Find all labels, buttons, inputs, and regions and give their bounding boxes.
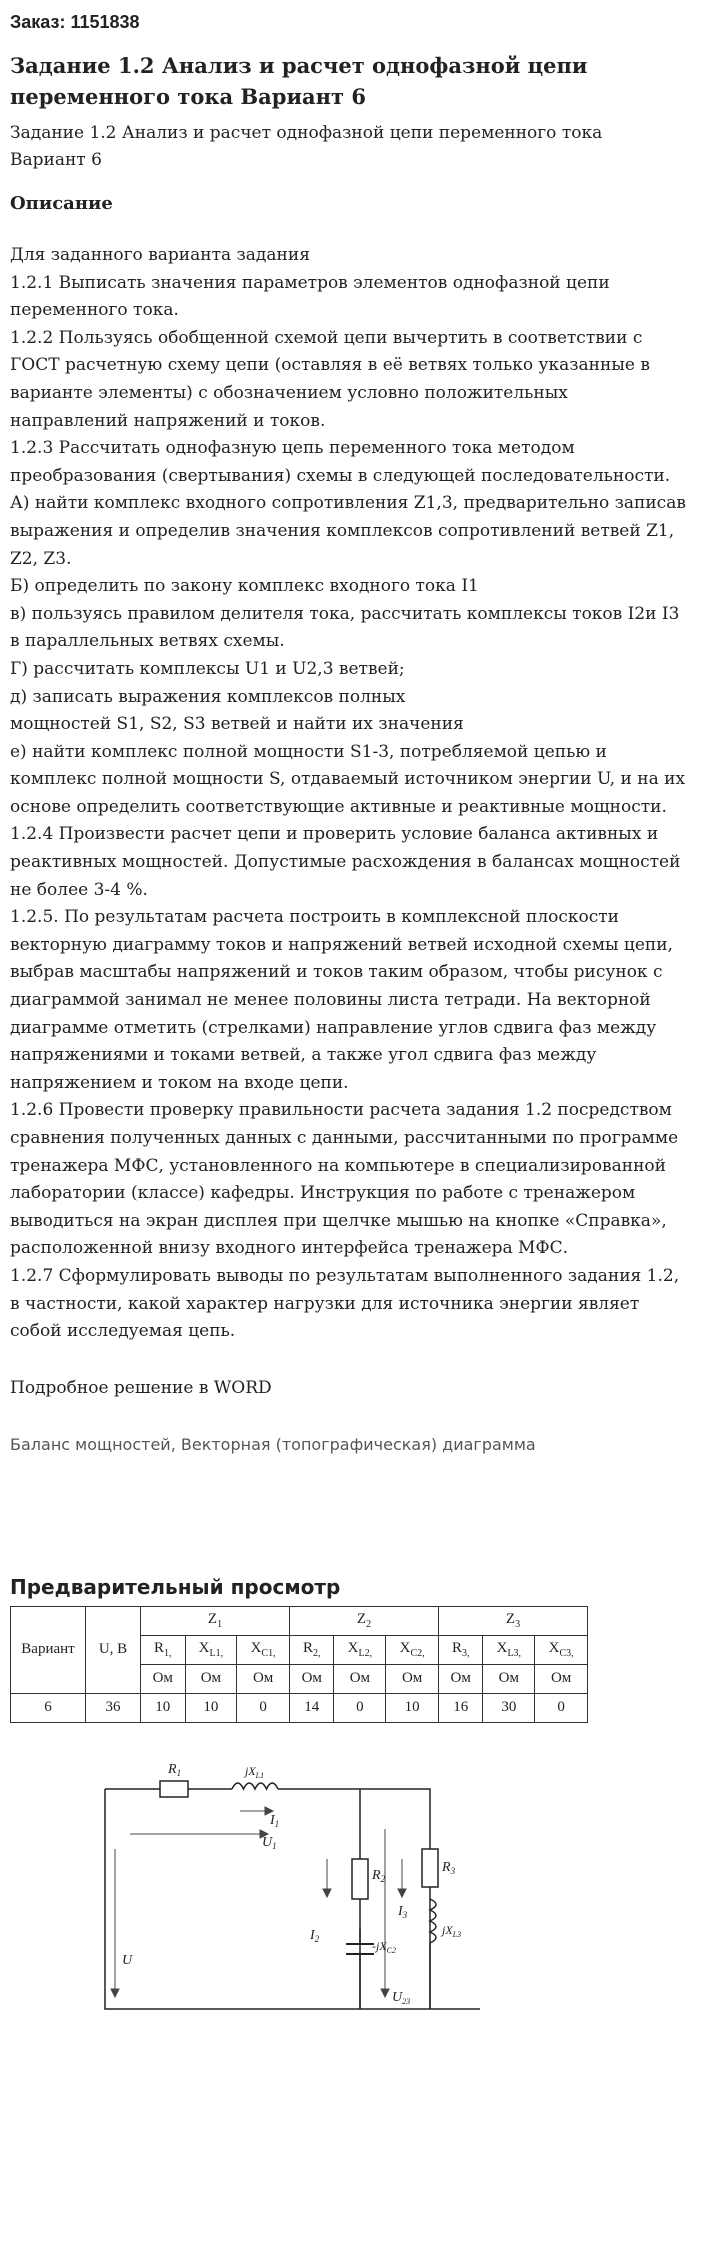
circuit-diagram [10, 1739, 570, 2019]
cell-xl1: 10 [185, 1693, 237, 1722]
param-r1 [141, 1635, 186, 1664]
description-line: 1.2.4 Произвести расчет цепи и проверить условие баланса активных и реактивных мощностей. Допустимые расхождения в балансах мощностей не более 3-4 %. [10, 824, 681, 900]
description-line: 1.2.3 Рассчитать однофазную цепь переменного тока методом преобразования (свертывания) схемы в следующей последовательности. [10, 438, 671, 486]
param-xl2 [334, 1635, 386, 1664]
param-symbol: X [548, 1640, 560, 1657]
resistor-r2 [352, 1859, 368, 1899]
table-row [11, 1693, 588, 1722]
unit-cell: Ом [438, 1664, 483, 1693]
group-z3-sub: 3 [515, 1619, 521, 1631]
cell-xl3: 30 [483, 1693, 535, 1722]
wire-left-bottom [105, 1789, 480, 2009]
label-i3: $I_3$ [398, 1903, 408, 1920]
param-sub: 1, [164, 1648, 172, 1660]
group-z2-header [289, 1606, 438, 1635]
label-xc2: $-jX_{C2}$ [372, 1938, 397, 1955]
param-symbol: X [347, 1640, 359, 1657]
label-i1: $I_1$ [270, 1812, 280, 1829]
param-sub: L3, [507, 1648, 522, 1660]
cell-r2: 14 [289, 1693, 334, 1722]
param-symbol: X [250, 1640, 262, 1657]
col-variant-header: Вариант [11, 1606, 86, 1693]
description-line: 1.2.5. По результатам расчета построить в комплексной плоскости векторную диаграмму токов и напряжений ветвей исходной схемы цепи, выбрав масштабы напряжений и токов таким образом, чтобы рисунок с диаграммой занимал не менее половины листа тетради. На векторной диаграмме отметить (стрелками) направление углов сдвига фаз между напряжениями и токами ветвей, а также угол сдвига фаз между напряжением и током на входе цепи. [10, 907, 673, 1093]
order-number: Заказ: 1151838 [10, 12, 140, 32]
unit-cell: Ом [237, 1664, 290, 1693]
description-line: 1.2.2 Пользуясь обобщенной схемой цепи вычертить в соответствии с ГОСТ расчетную схему цепи (оставляя в её ветвях только указанные в варианте элементы) с обозначением условно положительных направлений напряжений и токов. [10, 327, 650, 431]
description-heading: Описание [10, 193, 113, 214]
page [0, 10, 701, 2019]
page-subtitle: Задание 1.2 Анализ и расчет однофазной цепи переменного тока Вариант 6 [10, 123, 603, 170]
param-xc3 [535, 1635, 588, 1664]
tags: Баланс мощностей, Векторная (топографическая) диаграмма [10, 1434, 536, 1454]
label-r3: $R_3$ [442, 1859, 456, 1876]
group-z1-label: Z [207, 1611, 218, 1628]
param-sub: 2, [312, 1648, 321, 1660]
inductor-xl3 [430, 1887, 436, 2009]
variant-table [10, 1606, 588, 1723]
unit-cell: Ом [386, 1664, 439, 1693]
cell-variant: 6 [11, 1693, 86, 1722]
param-symbol: X [399, 1640, 411, 1657]
param-symbol: R [302, 1640, 313, 1657]
label-r2: $R_2$ [372, 1867, 386, 1884]
cell-xc2: 10 [386, 1693, 439, 1722]
col-u-header: U, В [86, 1606, 141, 1693]
description-line: е) найти комплекс полной мощности S1-3, потребляемой цепью и комплекс полной мощности S, отдаваемый источником энергии U, и на их основе определить соответствующие активные и реактивные мощности. [10, 741, 686, 817]
unit-cell: Ом [185, 1664, 237, 1693]
param-xc1 [237, 1635, 290, 1664]
preview-heading: Предварительный просмотр [10, 1574, 341, 1599]
param-symbol: R [451, 1640, 462, 1657]
cell-r1: 10 [141, 1693, 186, 1722]
description-line: 1.2.7 Сформулировать выводы по результатам выполненного задания 1.2, в частности, какой характер нагрузки для источника энергии являет собой исследуемая цепь. [10, 1265, 680, 1342]
inductor-xl1 [232, 1783, 278, 1789]
param-sub: L1, [209, 1648, 224, 1660]
param-sub: C3, [559, 1648, 574, 1660]
cell-xc1: 0 [237, 1693, 290, 1722]
description-line: А) найти комплекс входного сопротивления Z1,3, предварительно записав выражения и определив значения комплексов сопротивлений ветвей Z1, Z2, Z3. [10, 493, 686, 569]
description-line: Для заданного варианта задания [10, 245, 310, 265]
label-r1: $R_1$ [168, 1761, 182, 1778]
cell-xc3: 0 [535, 1693, 588, 1722]
label-i2: $I_2$ [310, 1927, 320, 1944]
param-xc2 [386, 1635, 439, 1664]
group-z1-header [141, 1606, 290, 1635]
description-line: 1.2.1 Выписать значения параметров элементов однофазной цепи переменного тока. [10, 272, 610, 321]
param-sub: C1, [261, 1648, 276, 1660]
label-u1: $U_1$ [262, 1834, 277, 1851]
description-line: Г) рассчитать комплексы U1 и U2,3 ветвей; [10, 658, 405, 679]
description-line: 1.2.6 Провести проверку правильности расчета задания 1.2 посредством сравнения полученных данных с данными, рассчитанными по программе тренажера МФС, установленного на компьютере в специализированной лаборатории (классе) кафедры. Инструкция по работе с тренажером выводиться на экран дисплея при щелчке мышью на кнопке «Справка», расположенной внизу входного интерфейса тренажера МФС. [10, 1100, 679, 1259]
cell-r3: 16 [438, 1693, 483, 1722]
param-symbol: X [198, 1640, 210, 1657]
unit-cell: Ом [289, 1664, 334, 1693]
param-r2 [289, 1635, 334, 1664]
page-title: Задание 1.2 Анализ и расчет однофазной цепи переменного тока Вариант 6 [10, 53, 588, 109]
unit-cell: Ом [334, 1664, 386, 1693]
group-z1-sub: 1 [217, 1619, 223, 1631]
unit-cell: Ом [535, 1664, 588, 1693]
label-xl1: $jX_{L1}$ [245, 1763, 265, 1780]
param-sub: 3, [461, 1648, 470, 1660]
cell-xl2: 0 [334, 1693, 386, 1722]
param-r3 [438, 1635, 483, 1664]
label-u23: $U_{23}$ [392, 1989, 411, 2006]
label-u: U [122, 1952, 133, 1968]
description-line: мощностей S1, S2, S3 ветвей и найти их значения [10, 714, 464, 735]
description-line: в) пользуясь правилом делителя тока, рассчитать комплексы токов I2и I3 в параллельных ветвях схемы. [10, 603, 680, 652]
param-symbol: X [496, 1640, 508, 1657]
unit-cell: Ом [483, 1664, 535, 1693]
description-line: д) записать выражения комплексов полных [10, 686, 406, 707]
param-symbol: R [153, 1640, 164, 1657]
word-note: Подробное решение в WORD [10, 1377, 272, 1398]
param-xl3 [483, 1635, 535, 1664]
description-body [10, 242, 690, 1346]
label-xl3: $jX_{L3}$ [442, 1922, 462, 1939]
description-line: Б) определить по закону комплекс входного тока I1 [10, 576, 479, 597]
group-z3-label: Z [505, 1611, 516, 1628]
resistor-r3 [422, 1849, 438, 1887]
group-z3-header [438, 1606, 587, 1635]
unit-cell: Ом [141, 1664, 186, 1693]
param-xl1 [185, 1635, 237, 1664]
cell-u: 36 [86, 1693, 141, 1722]
group-z2-label: Z [356, 1611, 367, 1628]
param-sub: L2, [358, 1648, 373, 1660]
resistor-r1 [160, 1781, 188, 1797]
param-sub: C2, [410, 1648, 425, 1660]
group-z2-sub: 2 [366, 1619, 372, 1631]
